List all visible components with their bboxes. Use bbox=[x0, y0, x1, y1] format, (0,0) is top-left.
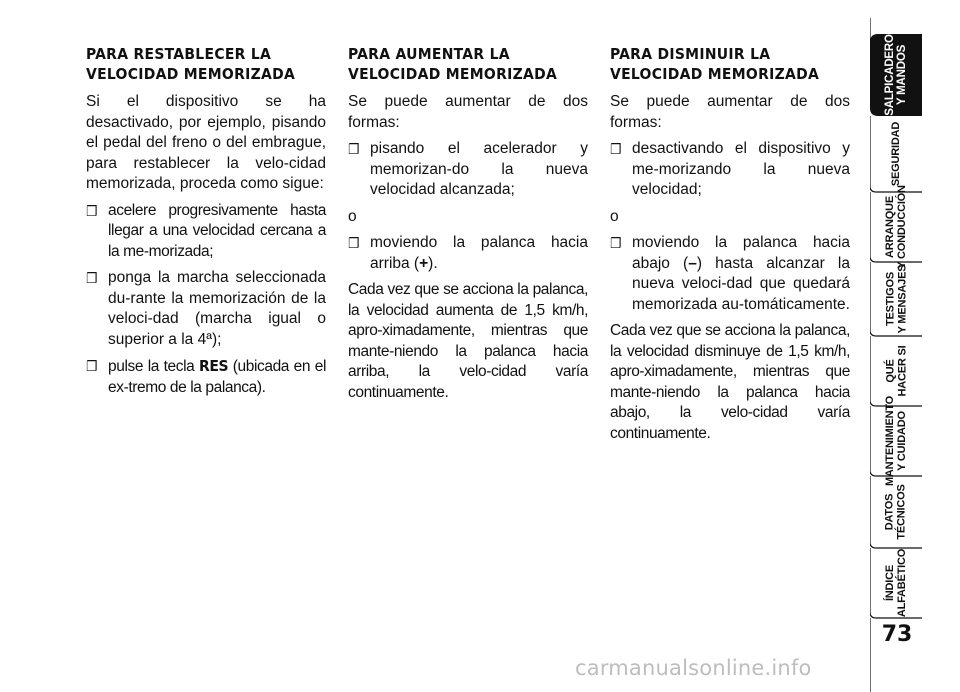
tab-mantenimiento[interactable] bbox=[870, 395, 922, 487]
bullet-text-pre: moviendo la palanca hacia arriba ( bbox=[370, 234, 588, 272]
minus-symbol: – bbox=[688, 254, 697, 272]
or-text: o bbox=[348, 207, 357, 225]
checkbox-bullet-icon: ❒ bbox=[86, 202, 98, 219]
checkbox-bullet-icon: ❒ bbox=[610, 141, 622, 157]
page-number: 73 bbox=[881, 622, 913, 647]
list-item bbox=[86, 268, 326, 350]
tab-label: QUÉ HACER SI bbox=[884, 345, 908, 397]
tab-label: ARRANQUE Y CONDUCCIÓN bbox=[884, 185, 909, 269]
intro-restablecer: Si el dispositivo se ha desactivado, por ejemplo, pisando el pedal del freno o del embrague, para restablecer la velo-cidad memorizada, proceda como sigue: bbox=[86, 93, 326, 192]
tab-label: ÍNDICE ALFABÉTICO bbox=[884, 548, 908, 618]
intro-aumentar: Se puede aumentar de dos formas: bbox=[348, 93, 588, 131]
tab-salpicadero[interactable] bbox=[870, 34, 922, 116]
res-key-label: RES bbox=[198, 357, 229, 375]
bullet-text-pre: pulse la tecla bbox=[108, 358, 199, 375]
bullet-text-pre: moviendo la palanca hacia abajo ( bbox=[632, 234, 850, 272]
column-disminuir bbox=[610, 44, 850, 450]
paragraph-disminuir: Cada vez que se acciona la palanca, la velocidad disminuye de 1,5 km/h, apro-ximadamente, mientras que mante-niendo la palanca hacia abajo, la velo-cidad varía continuamente. bbox=[610, 322, 850, 442]
heading-disminuir: PARA DISMINUIR LA VELOCIDAD MEMORIZADA bbox=[610, 45, 820, 83]
tab-label: SEGURIDAD bbox=[890, 121, 902, 187]
checkbox-bullet-icon: ❒ bbox=[348, 235, 360, 251]
tab-label: SALPICADERO Y MANDOS bbox=[884, 34, 909, 116]
tab-arranque[interactable] bbox=[870, 185, 922, 269]
heading-aumentar: PARA AUMENTAR LA VELOCIDAD MEMORIZADA bbox=[348, 45, 558, 83]
heading-restablecer: PARA RESTABLECER LA VELOCIDAD MEMORIZADA bbox=[86, 45, 296, 83]
checkbox-bullet-icon: ❒ bbox=[610, 235, 622, 251]
bullet-text: acelere progresivamente hasta llegar a una velocidad cercana a la me-morizada; bbox=[108, 201, 326, 260]
checkbox-bullet-icon: ❒ bbox=[86, 358, 98, 374]
paragraph-aumentar: Cada vez que se acciona la palanca, la velocidad aumenta de 1,5 km/h, apro-ximadamente, mientras que mante-niendo la palanca hacia arriba, la velo-cidad varía continuamente. bbox=[348, 281, 588, 401]
bullet-text bbox=[632, 233, 850, 315]
bullet-text: ponga la marcha seleccionada du-rante la memorización de la veloci-dad (marcha igual o superior a la 4ª); bbox=[108, 269, 326, 348]
checkbox-bullet-icon: ❒ bbox=[348, 141, 360, 157]
bullet-text-post: ) hasta alcanzar la nueva veloci-dad que quedará memorizada au-tomáticamente. bbox=[632, 254, 850, 313]
bullet-text bbox=[370, 233, 588, 274]
tab-datos-tecnicos[interactable] bbox=[870, 476, 922, 548]
tab-label: TESTIGOS Y MENSAJES bbox=[884, 264, 908, 334]
section-tab-strip bbox=[870, 0, 960, 692]
bullet-text-post: ). bbox=[428, 254, 438, 272]
bullet-text-post: (ubicada en el ex-tremo de la palanca). bbox=[108, 358, 326, 396]
column-restablecer bbox=[86, 44, 326, 404]
plus-symbol: + bbox=[419, 254, 429, 272]
tab-seguridad[interactable] bbox=[870, 116, 922, 192]
or-text: o bbox=[610, 207, 619, 225]
list-item bbox=[86, 356, 326, 398]
list-item bbox=[86, 201, 326, 263]
bullet-text: pisando el acelerador y memorizan-do la nueva velocidad alcanzada; bbox=[370, 140, 588, 198]
bullet-text: desactivando el dispositivo y me-morizando la nueva velocidad; bbox=[632, 140, 850, 198]
bullet-text bbox=[108, 356, 326, 398]
list-item bbox=[610, 233, 850, 315]
tab-label: MANTENIMIENTO Y CUIDADO bbox=[884, 395, 908, 487]
intro-disminuir: Se puede aumentar de dos formas: bbox=[610, 93, 850, 131]
column-aumentar bbox=[348, 44, 588, 409]
checkbox-bullet-icon: ❒ bbox=[86, 270, 98, 286]
watermark-text: carmanualsonline.info bbox=[575, 656, 812, 680]
tab-indice[interactable] bbox=[870, 548, 922, 618]
tab-label: DATOS TÉCNICOS bbox=[884, 484, 908, 540]
list-item bbox=[610, 139, 850, 201]
list-item bbox=[348, 139, 588, 201]
tab-testigos[interactable] bbox=[870, 262, 922, 336]
list-item bbox=[348, 233, 588, 274]
